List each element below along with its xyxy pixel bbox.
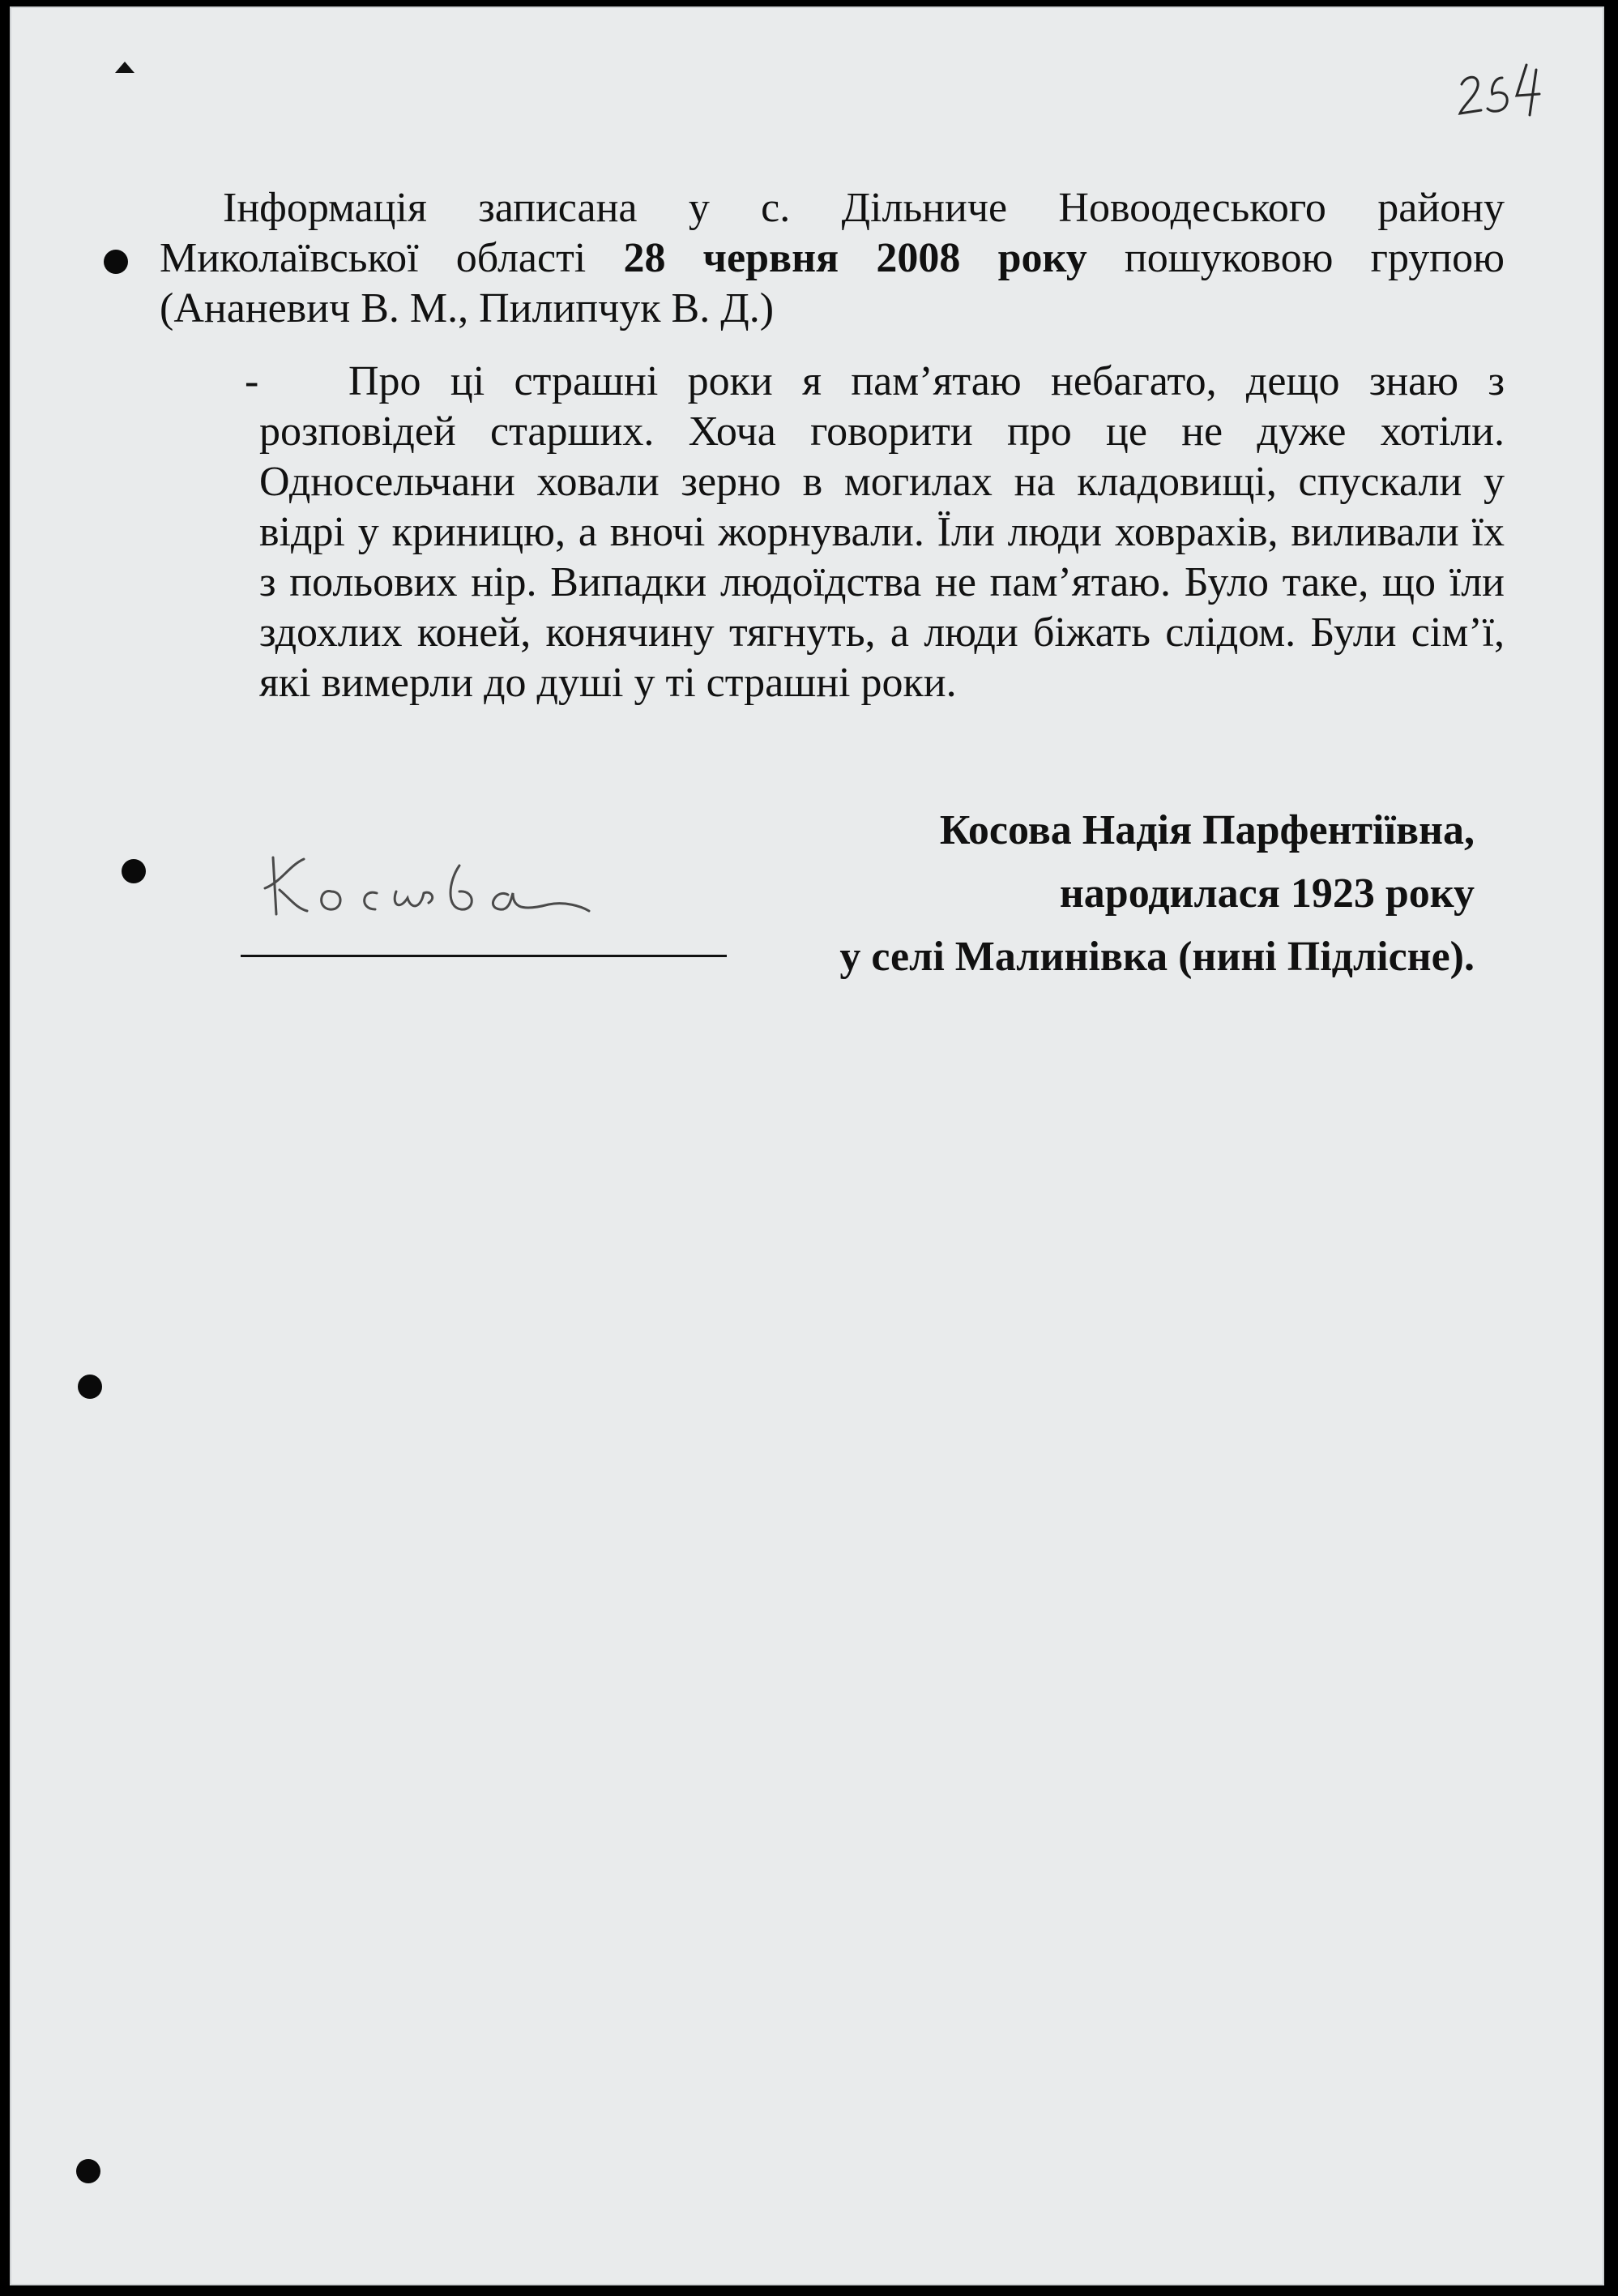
page-number-handwriting (1452, 53, 1549, 126)
witness-birth: народилася 1923 року (1059, 870, 1475, 917)
witness-info (839, 799, 1475, 989)
signature-area (241, 841, 751, 963)
testimony-dash: - (245, 358, 259, 404)
witness-name: Косова Надія Парфентіївна, (939, 807, 1475, 853)
corner-mark (115, 62, 134, 73)
handwritten-signature (257, 841, 597, 930)
handwritten-page-number (1452, 53, 1549, 126)
binder-hole-1 (104, 250, 128, 274)
binder-hole-2 (122, 859, 146, 883)
intro-date: 28 червня 2008 року (623, 235, 1087, 281)
document-page (10, 6, 1604, 2285)
testimony-text: Про ці страшні роки я пам’ятаю небагато, дещо знаю з розповідей старших. Хоча говорити про це не дуже хотіли. Односельчани ховали зерно в могилах на кладовищі, спускали у відрі у криницю, а вночі жорнували. Їли люди ховрахів, виливали їх з польових нір. Випадки людоїдства не пам’ятаю. Було таке, що їли здохлих коней, конячину тягнуть, а люди біжать слідом. Були сім’ї, які вимерли до душі у ті страшні роки. (259, 358, 1505, 706)
witness-place: у селі Малинівка (нині Підлісне). (839, 934, 1475, 980)
binder-hole-3 (78, 1375, 102, 1399)
signature-line (241, 955, 727, 957)
intro-text-end: пошуковою групою (Ананевич В. М., Пилипчук В. Д.) (160, 235, 1505, 331)
binder-hole-4 (76, 2159, 100, 2183)
testimony-paragraph (259, 357, 1505, 708)
intro-paragraph (160, 183, 1505, 334)
intro-text-start: Інформація записана у с. Дільниче Новоодеського району Миколаївської області (160, 185, 1505, 281)
